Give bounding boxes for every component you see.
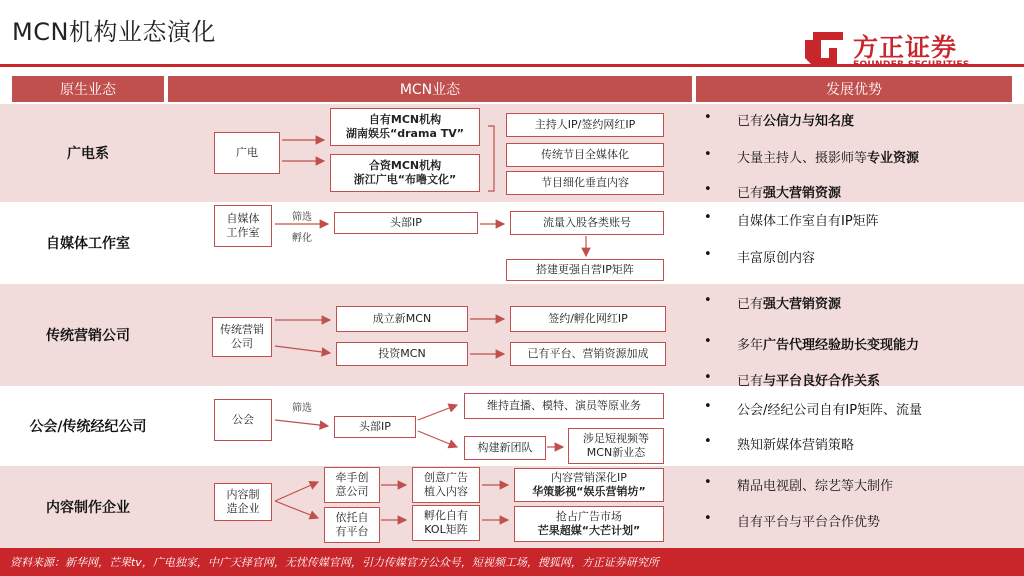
box-content-company: 内容制 造企业 (214, 483, 272, 521)
box-traffic-equity: 流量入股各类账号 (510, 211, 664, 235)
box-ad-market: 抢占广告市场 芒果超媒“大芒计划” (514, 506, 664, 542)
box-guild: 公会 (214, 399, 272, 441)
box-new-mcn: 成立新MCN (336, 306, 468, 332)
logo-name: 方正证券 (853, 33, 958, 62)
source-footer: 资料来源：新华网，芒果tv，广电独家，中广天择官网，无忧传媒官网，引力传媒官方公众号，短视频工场，搜狐网，方正证券研究所 (0, 548, 1024, 576)
label-screen: 筛选 (292, 212, 312, 223)
label-screen-guild: 筛选 (292, 403, 312, 414)
page-title: MCN机构业态演化 (12, 18, 216, 46)
category-content-production: 内容制作企业 (46, 500, 130, 516)
box-jv-mcn: 合资MCN机构 浙江广电“布噜文化” (330, 154, 480, 192)
box-ip-matrix: 搭建更强自营IP矩阵 (506, 259, 664, 281)
box-own-platform: 依托自 有平台 (324, 507, 380, 543)
box-platform-resources: 已有平台、营销资源加成 (510, 342, 666, 366)
box-top-ip: 头部IP (334, 212, 478, 234)
header-mcn-business: MCN业态 (168, 76, 692, 102)
category-broadcast: 广电系 (67, 146, 109, 162)
box-host-ip: 主持人IP/签约网红IP (506, 113, 664, 137)
box-sign-ip: 签约/孵化网红IP (510, 306, 666, 332)
header-native-business: 原生业态 (12, 76, 164, 102)
box-top-ip-guild: 头部IP (334, 416, 416, 438)
box-broadcast: 广电 (214, 132, 280, 174)
box-own-mcn: 自有MCN机构 湖南娱乐“drama TV” (330, 108, 480, 146)
founder-logo-icon (803, 30, 845, 68)
header-advantages: 发展优势 (696, 76, 1012, 102)
box-marketing-company: 传统营销 公司 (212, 317, 272, 357)
box-creative-ads: 创意广告 植入内容 (412, 467, 480, 503)
label-incubate: 孵化 (292, 233, 312, 244)
box-content-marketing: 内容营销深化IP 华策影视“娱乐营销坊” (514, 468, 664, 502)
box-vertical-content: 节目细化垂直内容 (506, 171, 664, 195)
box-kol-matrix: 孵化自有 KOL矩阵 (412, 505, 480, 541)
title-divider (0, 64, 1024, 67)
box-omni-media: 传统节目全媒体化 (506, 143, 664, 167)
box-invest-mcn: 投资MCN (336, 342, 468, 366)
box-short-video: 涉足短视频等 MCN新业态 (568, 428, 664, 464)
box-original-business: 维持直播、模特、演员等原业务 (464, 393, 664, 419)
category-self-media: 自媒体工作室 (46, 236, 130, 252)
box-new-team: 构建新团队 (464, 436, 546, 460)
category-guild-agency: 公会/传统经纪公司 (29, 419, 147, 435)
box-creative-partner: 牵手创 意公司 (324, 467, 380, 503)
category-marketing: 传统营销公司 (46, 328, 130, 344)
box-self-media-studio: 自媒体 工作室 (214, 205, 272, 247)
